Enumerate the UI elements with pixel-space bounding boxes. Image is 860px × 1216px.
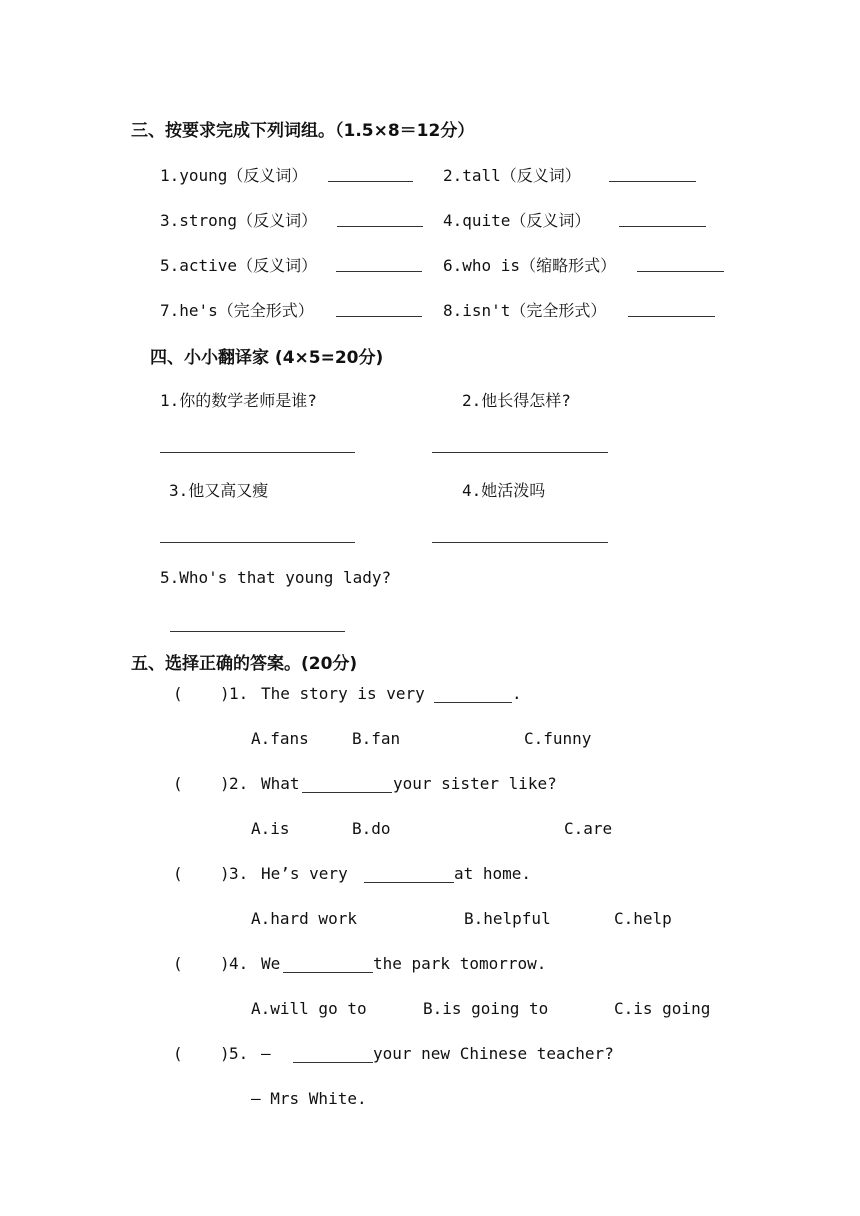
answer-blank[interactable] — [337, 226, 423, 227]
item-strong-antonym: 3.strong（反义词） — [160, 211, 318, 230]
question-2-text-pre: What — [261, 774, 300, 793]
question-2-text-post: your sister like? — [393, 774, 557, 793]
answer-blank[interactable] — [336, 316, 422, 317]
translate-item-3: 3.他又高又瘦 — [169, 481, 269, 500]
question-blank[interactable] — [293, 1062, 373, 1063]
translate-item-1: 1.你的数学老师是谁? — [160, 391, 317, 410]
answer-bracket-open: ( — [173, 864, 183, 883]
question-3-text-post: at home. — [454, 864, 532, 883]
translation-blank[interactable] — [160, 542, 355, 543]
question-5-answer: — Mrs White. — [251, 1089, 367, 1108]
answer-blank[interactable] — [637, 271, 724, 272]
question-5-dash: — — [261, 1044, 271, 1063]
item-isnt-full-form: 8.isn't（完全形式） — [443, 301, 607, 320]
translate-item-2: 2.他长得怎样? — [462, 391, 571, 410]
answer-bracket-close: ) — [220, 954, 230, 973]
question-blank[interactable] — [302, 792, 392, 793]
question-number: 4. — [229, 954, 249, 973]
option-c[interactable]: C.funny — [524, 729, 592, 748]
question-blank[interactable] — [364, 882, 454, 883]
answer-bracket-close: ) — [220, 684, 230, 703]
section-4-heading: 四、小小翻译家 (4×5=20分) — [150, 348, 384, 368]
item-tall-antonym: 2.tall（反义词） — [443, 166, 581, 185]
question-3-text-pre: He’s very — [261, 864, 348, 883]
answer-blank[interactable] — [619, 226, 706, 227]
option-a[interactable]: A.hard work — [251, 909, 357, 928]
answer-bracket-close: ) — [220, 774, 230, 793]
item-active-antonym: 5.active（反义词） — [160, 256, 318, 275]
answer-bracket-open: ( — [173, 684, 183, 703]
question-1-text-pre: The story is very — [261, 684, 425, 703]
item-hes-full-form: 7.he's（完全形式） — [160, 301, 314, 320]
answer-blank[interactable] — [328, 181, 413, 182]
translation-blank[interactable] — [170, 631, 345, 632]
question-1-text-post: . — [512, 684, 522, 703]
question-blank[interactable] — [283, 972, 373, 973]
translation-blank[interactable] — [160, 452, 355, 453]
section-5-heading: 五、选择正确的答案。(20分) — [131, 654, 358, 674]
translation-blank[interactable] — [432, 452, 608, 453]
answer-bracket-close: ) — [220, 1044, 230, 1063]
question-5-text-post: your new Chinese teacher? — [373, 1044, 614, 1063]
option-c[interactable]: C.is going — [614, 999, 711, 1018]
item-quite-antonym: 4.quite（反义词） — [443, 211, 591, 230]
question-number: 1. — [229, 684, 249, 703]
option-c[interactable]: C.are — [564, 819, 613, 838]
section-3-heading: 三、按要求完成下列词组。（1.5×8＝12分） — [131, 121, 475, 141]
option-a[interactable]: A.fans — [251, 729, 309, 748]
question-blank[interactable] — [434, 702, 512, 703]
translate-item-5: 5.Who's that young lady? — [160, 568, 392, 587]
answer-blank[interactable] — [609, 181, 696, 182]
answer-blank[interactable] — [628, 316, 715, 317]
answer-bracket-open: ( — [173, 774, 183, 793]
option-b[interactable]: B.is going to — [423, 999, 549, 1018]
option-a[interactable]: A.will go to — [251, 999, 367, 1018]
option-b[interactable]: B.do — [352, 819, 391, 838]
translate-item-4: 4.她活泼吗 — [462, 481, 546, 500]
answer-bracket-open: ( — [173, 954, 183, 973]
question-number: 2. — [229, 774, 249, 793]
question-number: 5. — [229, 1044, 249, 1063]
option-b[interactable]: B.fan — [352, 729, 401, 748]
question-4-text-pre: We — [261, 954, 281, 973]
option-a[interactable]: A.is — [251, 819, 290, 838]
answer-blank[interactable] — [336, 271, 422, 272]
item-who-is-contraction: 6.who is（缩略形式） — [443, 256, 617, 275]
option-b[interactable]: B.helpful — [464, 909, 551, 928]
answer-bracket-open: ( — [173, 1044, 183, 1063]
question-number: 3. — [229, 864, 249, 883]
item-young-antonym: 1.young（反义词） — [160, 166, 308, 185]
answer-bracket-close: ) — [220, 864, 230, 883]
option-c[interactable]: C.help — [614, 909, 672, 928]
translation-blank[interactable] — [432, 542, 608, 543]
question-4-text-post: the park tomorrow. — [373, 954, 547, 973]
